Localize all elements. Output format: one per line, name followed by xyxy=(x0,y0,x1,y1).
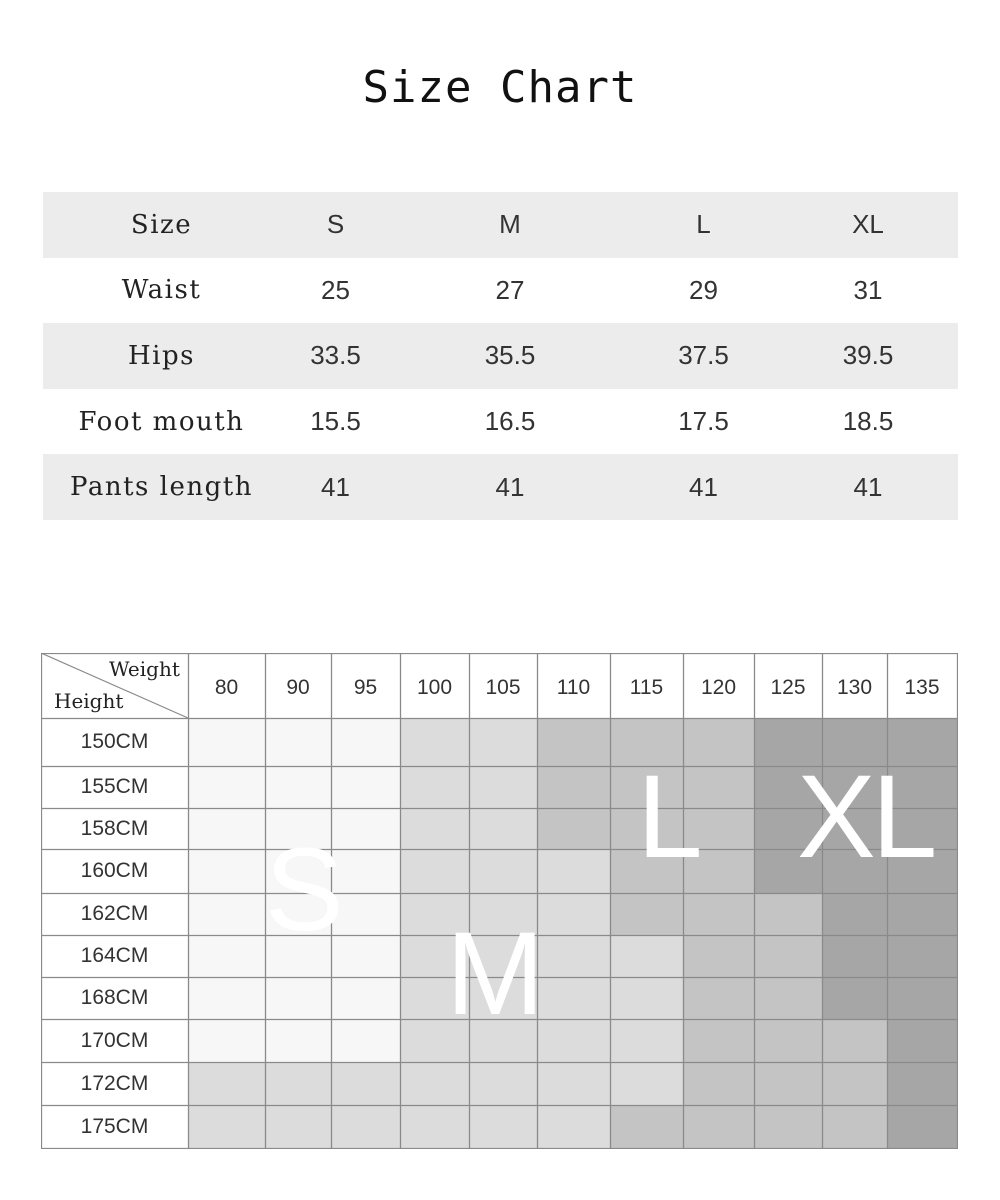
weight-header-label: 115 xyxy=(629,675,664,699)
fit-cell-s xyxy=(331,766,400,808)
fit-cell-l xyxy=(822,1105,887,1148)
fit-cell-m xyxy=(469,1105,537,1148)
fit-cell-s xyxy=(265,977,331,1019)
fit-cell-m xyxy=(400,849,469,893)
fit-cell-s xyxy=(331,977,400,1019)
weight-header-label: 120 xyxy=(700,675,737,699)
fit-cell-s xyxy=(265,1019,331,1062)
fit-cell-l xyxy=(683,1105,754,1148)
height-row-label: 164CM xyxy=(80,944,149,967)
fit-cell-l xyxy=(537,766,610,808)
fit-cell-m xyxy=(537,977,610,1019)
row-label: Hips xyxy=(128,340,195,371)
height-row-label: 160CM xyxy=(80,859,149,882)
fit-cell-m xyxy=(537,935,610,977)
table-cell: 39.5 xyxy=(842,340,894,371)
row-label: Waist xyxy=(121,275,202,306)
size-s-header: S xyxy=(326,209,345,240)
table-cell: 35.5 xyxy=(484,340,536,371)
height-row-label: 162CM xyxy=(80,902,149,925)
table-cell: 33.5 xyxy=(310,340,361,371)
weight-header-label: 130 xyxy=(836,675,873,699)
table-cell: 29 xyxy=(689,274,718,305)
size-m-region-label: M xyxy=(446,908,541,1040)
table-cell: 41 xyxy=(321,471,350,502)
fit-cell-xl xyxy=(887,977,957,1019)
fit-cell-s xyxy=(265,718,331,766)
table-cell: 16.5 xyxy=(484,406,536,437)
fit-cell-m xyxy=(537,893,610,935)
fit-cell-s xyxy=(331,935,400,977)
fit-cell-s xyxy=(188,808,265,849)
fit-cell-l xyxy=(754,935,822,977)
fit-cell-m xyxy=(469,766,537,808)
fit-cell-xl xyxy=(887,1062,957,1105)
size-xl-header: XL xyxy=(852,209,884,240)
fit-cell-m xyxy=(331,1105,400,1148)
pants-length-row xyxy=(43,454,958,520)
page-title: Size Chart xyxy=(362,62,638,113)
fit-cell-m xyxy=(469,718,537,766)
row-label: Foot mouth xyxy=(78,406,245,437)
row-label: Pants length xyxy=(70,472,253,503)
weight-height-fit-grid xyxy=(41,653,958,1149)
fit-cell-m xyxy=(610,935,683,977)
size-header-row xyxy=(43,192,958,258)
fit-cell-xl xyxy=(887,893,957,935)
weight-header-label: 105 xyxy=(485,675,521,699)
fit-cell-m xyxy=(400,808,469,849)
fit-cell-s xyxy=(188,893,265,935)
height-row-label: 175CM xyxy=(80,1114,149,1138)
fit-cell-m xyxy=(537,1019,610,1062)
table-cell: 37.5 xyxy=(678,340,729,371)
fit-cell-m xyxy=(188,1105,265,1148)
fit-cell-m xyxy=(400,1105,469,1148)
fit-cell-l xyxy=(683,1019,754,1062)
fit-cell-l xyxy=(754,1105,822,1148)
hips-row xyxy=(43,323,958,389)
table-cell: 27 xyxy=(495,274,525,305)
fit-cell-m xyxy=(610,1062,683,1105)
fit-cell-s xyxy=(331,893,400,935)
fit-cell-s xyxy=(188,849,265,893)
fit-cell-m xyxy=(610,977,683,1019)
fit-cell-l xyxy=(683,977,754,1019)
fit-cell-m xyxy=(400,766,469,808)
table-cell: 31 xyxy=(853,274,883,305)
weight-header-label: 100 xyxy=(416,675,453,699)
table-cell: 15.5 xyxy=(310,406,361,437)
height-row-label: 172CM xyxy=(80,1071,149,1095)
size-m-header: M xyxy=(499,209,521,240)
fit-cell-l xyxy=(754,977,822,1019)
size-s-region-label: S xyxy=(265,824,340,956)
table-cell: 25 xyxy=(321,274,350,305)
fit-cell-xl xyxy=(887,1019,957,1062)
fit-cell-m xyxy=(469,808,537,849)
fit-cell-xl xyxy=(887,935,957,977)
fit-cell-s xyxy=(331,808,400,849)
fit-cell-s xyxy=(331,718,400,766)
weight-header-label: 80 xyxy=(214,675,239,699)
fit-cell-m xyxy=(188,1062,265,1105)
fit-cell-m xyxy=(537,1062,610,1105)
fit-cell-xl xyxy=(822,893,887,935)
fit-cell-l xyxy=(610,893,683,935)
size-xl-region-label: XL xyxy=(797,751,934,883)
fit-cell-l xyxy=(754,1062,822,1105)
fit-cell-s xyxy=(188,1019,265,1062)
fit-cell-m xyxy=(265,1062,331,1105)
fit-cell-l xyxy=(754,893,822,935)
fit-cell-l xyxy=(537,718,610,766)
weight-axis-label: Weight xyxy=(109,657,180,681)
fit-cell-l xyxy=(683,935,754,977)
height-row-label: 168CM xyxy=(80,986,149,1009)
table-cell: 18.5 xyxy=(842,406,894,437)
size-l-region-label: L xyxy=(637,751,699,883)
fit-cell-l xyxy=(754,1019,822,1062)
fit-cell-l xyxy=(610,1105,683,1148)
fit-cell-l xyxy=(822,1019,887,1062)
fit-cell-m xyxy=(469,849,537,893)
fit-cell-m xyxy=(610,1019,683,1062)
height-row-label: 150CM xyxy=(80,730,149,753)
height-row-label: 158CM xyxy=(80,816,149,840)
height-row-label: 170CM xyxy=(80,1028,149,1052)
fit-cell-m xyxy=(537,1105,610,1148)
fit-cell-s xyxy=(188,766,265,808)
fit-cell-l xyxy=(537,808,610,849)
fit-cell-s xyxy=(331,849,400,893)
table-cell: 41 xyxy=(495,471,525,502)
fit-cell-s xyxy=(265,766,331,808)
table-cell: 41 xyxy=(689,471,718,502)
fit-cell-xl xyxy=(822,935,887,977)
height-axis-label: Height xyxy=(54,689,124,713)
weight-header-label: 135 xyxy=(904,675,940,699)
size-l-header: L xyxy=(696,209,711,240)
size-chart-table xyxy=(43,192,958,520)
table-cell: 41 xyxy=(853,471,883,502)
fit-cell-m xyxy=(537,849,610,893)
fit-cell-l xyxy=(822,1062,887,1105)
fit-cell-s xyxy=(188,718,265,766)
weight-header-label: 125 xyxy=(770,675,806,699)
waist-row xyxy=(43,258,958,324)
table-cell: 17.5 xyxy=(678,406,729,437)
row-label: Size xyxy=(130,209,193,240)
fit-cell-xl xyxy=(887,1105,957,1148)
fit-cell-s xyxy=(331,1019,400,1062)
fit-cell-m xyxy=(469,1062,537,1105)
fit-cell-s xyxy=(188,977,265,1019)
fit-cell-l xyxy=(683,893,754,935)
fit-cell-m xyxy=(265,1105,331,1148)
fit-cell-s xyxy=(188,935,265,977)
weight-header-label: 95 xyxy=(353,675,378,699)
fit-cell-l xyxy=(683,1062,754,1105)
foot-mouth-row xyxy=(43,389,958,455)
height-row-label: 155CM xyxy=(80,775,149,798)
fit-cell-m xyxy=(400,718,469,766)
fit-cell-m xyxy=(400,1062,469,1105)
fit-cell-m xyxy=(331,1062,400,1105)
weight-header-label: 110 xyxy=(556,675,591,699)
weight-header-label: 90 xyxy=(286,675,310,699)
fit-cell-xl xyxy=(822,977,887,1019)
